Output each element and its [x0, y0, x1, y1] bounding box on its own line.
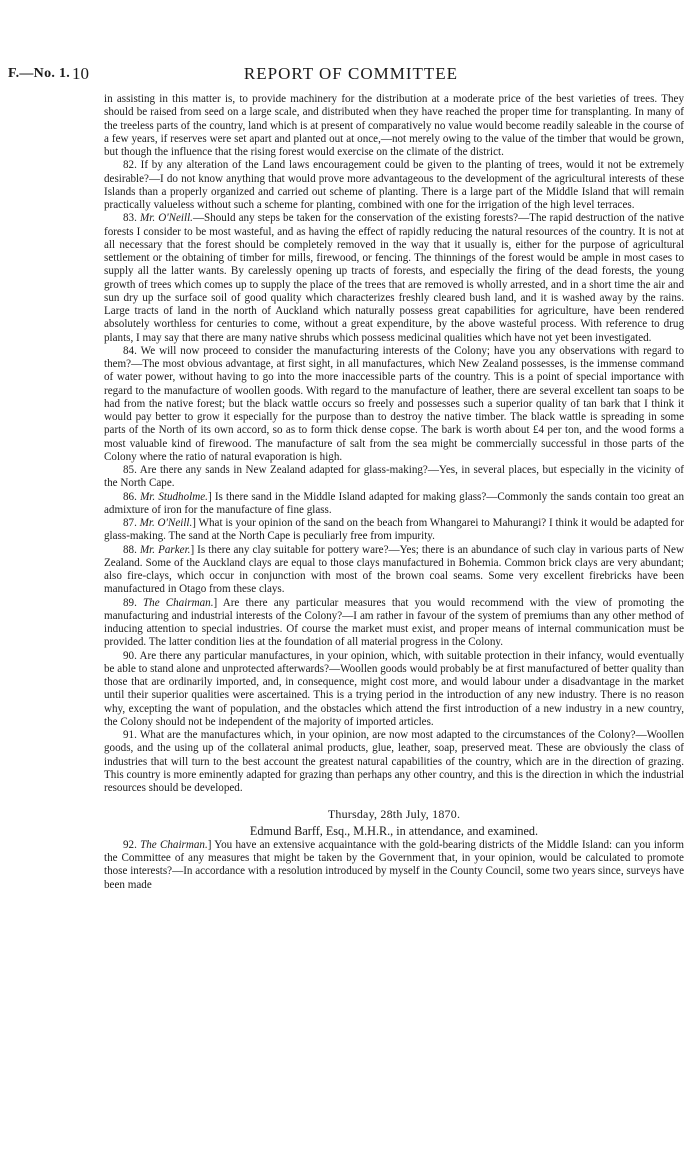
speaker-name: The Chairman. — [142, 596, 214, 609]
paragraph-q87 — [104, 517, 684, 544]
speaker-name: Mr. Parker. — [139, 543, 191, 556]
speaker-name: Mr. O'Neill. — [139, 517, 193, 529]
question-number: 87. — [123, 517, 137, 529]
question-text: ] What is your opinion of the sand on the beach from Whangarei to Mahurangi? I think it would be adapted for glass-making. The sand at the North Cape is peculiarly free from impurity. — [104, 517, 684, 543]
page-header — [8, 64, 694, 88]
question-text: ] Is there sand in the Middle Island adapted for making glass?—Commonly the sands contain too great an admixture of iron for the manufacture of fine glass. — [104, 490, 685, 516]
page-number: 10 — [72, 64, 89, 83]
paragraph-q86 — [104, 491, 684, 518]
paragraph-q89 — [104, 597, 684, 650]
paragraph-q91: 91. What are the manufactures which, in your opinion, are now most adapted to the circumstances of the Colony?—Woollen goods, and the using up of the collateral animal products, glue, leather, soap, preserved meat. These are obviously the class of industries that will turn to the best account the greatest natural capabilities of the country, which are in the direction of grazing. This country is more eminently adapted for grazing than perhaps any other country, and this is the direction in which the industrial resources should be developed. — [104, 729, 684, 794]
question-text: ] You have an extensive acquaintance with the gold-bearing districts of the Middle Island: can you inform the Committee of any measures that might be taken by the Government that, in your opinion, would be calculated to promote those interests?—In accordance with a resolution introduced by myself in the County Council, some two years since, surveys have been made — [104, 838, 685, 891]
paragraph-q84: 84. We will now proceed to consider the manufacturing interests of the Colony; have you any observations with regard to them?—The most obvious advantage, at first sight, in all manufactures, which New Zealand possesses, is the immense command of water power, without having to go into the more inaccessible parts of the country. This is a point of special importance with regard to the manufacture of woollen goods. With regard to the manufacture of leather, there are several excellent tan soaps to be had from the native forest; but the black wattle occurs so freely and possesses such a superior quality of tan bark that I think it would pay better to grow it especially for the purpose than to destroy the native timber. The black wattle is spreading in some parts of the North of its own accord, so as to form thick dense copse. The bark is worth about £4 per ton, and the wood forms a most valuable kind of firewood. The manufacture of salt from the sea might be commercially successful in those parts of the Colony where the ratio of natural evaporation is high. — [104, 344, 684, 463]
question-text: ] Is there any clay suitable for pottery ware?—Yes; there is an abundance of such clay in various parts of New Zealand. Some of the Auckland clays are equal to those clays manufactured in Bohemia. Common brick clays are very abundant; also fire-clays, which occur in conjunction with most of the brown coal seams. Some very excellent firebricks have been manufactured in Otago from these clays. — [104, 543, 684, 596]
document-reference: F.—No. 1. — [8, 66, 71, 81]
paragraph-q88 — [104, 544, 684, 597]
question-number: 83. — [123, 212, 137, 225]
session-date: Thursday, 28th July, 1870. — [327, 807, 461, 822]
paragraph-q92 — [104, 839, 684, 892]
speaker-name: Mr. O'Neill. — [140, 212, 193, 225]
page-title: REPORT OF COMMITTEE — [243, 64, 459, 83]
question-text: ] Are there any particular measures that you would recommend with the view of promoting the manufacturing and industrial interests of the Colony?—I am rather in favour of the system of premiums than any other method of inducing attention to special industries. Of course the market must exist, and proper means of internal communication must be provided. The latter condition lies at the foundation of all material progress in the Colony. — [104, 596, 685, 649]
question-number: 89. — [123, 596, 137, 609]
paragraph-q90: 90. Are there any particular manufactures, in your opinion, which, with suitable protection in their infancy, would eventually be able to stand alone and unprotected afterwards?—Woollen goods would probably be at first manufactured of better quality than those that are ordinarily imported, and, in consequence, might cost more, and would labour under a disadvantage in the market until their superior qualities were ascertained. This is a trying period in the introduction of any new industry. There is no reason why, excepting the want of population, and the obstacles which attend the first introduction of a new industry in a new country, the Colony should not be independent of the majority of imported articles. — [104, 649, 684, 728]
question-number: 92. — [123, 838, 137, 851]
paragraph-q82: 82. If by any alteration of the Land laws encouragement could be given to the planting of trees, would it not be extremely desirable?—I do not know anything that would prove more advantageous to the development of the agricultural interests of these Islands than a properly organized and carried out scheme of planting. There is a large part of the Middle Island that will remain practically valueless without such a scheme for planting, combined with one for the irrigation of the high level terraces. — [104, 159, 684, 211]
speaker-name: The Chairman. — [140, 838, 208, 851]
paragraph-q85: 85. Are there any sands in New Zealand adapted for glass-making?—Yes, in several places, but especially in the vicinity of the North Cape. — [104, 464, 684, 490]
question-number: 86. — [123, 490, 137, 503]
question-number: 88. — [123, 543, 137, 556]
document-body — [104, 93, 684, 892]
paragraph-continuation: in assisting in this matter is, to provide machinery for the distribution at a moderate price of the best varieties of trees. They should be raised from seed on a large scale, and distributed when they have reached the proper time for transplanting. In many of the treeless parts of the country, land which is at present of comparatively no value would become readily saleable in the course of a few years, if reserves were set apart and planted out at once,—not merely owing to the value of the timber that would be grown, but though the influence that the rising forest would exercise on the climate of the district. — [104, 93, 684, 158]
speaker-name: Mr. Studholme. — [140, 490, 208, 503]
question-text: —Should any steps be taken for the conservation of the existing forests?—The rapid destruction of the native forests I consider to be most wasteful, and as having the effect of rapidly reducing the natural resources of the country. It is not at all necessary that the forest should be completely removed in the way that it usually is, either for the purpose of agricultural settlement or the obtaining of timber for mills, firewood, or fencing. The thinnings of the forest would be ample in most cases to supply all the latter wants. By carelessly opening up tracts of forests, and especially the firing of the dead forests, the young growth of trees which comes up to supply the place of the trees that are removed is wholly arrested, and in a short time the air and sun dry up the surface soil of good quality which characterizes freshly cleared bush land, and it is washed away by the rains. Large tracts of land in the north of Auckland which naturally possess great capabilities for agriculture, have been rendered absolutely worthless for centuries to come, without a great expenditure, by the above wasteful process. With reference to drug plants, I may say that there are many native shrubs which possess medicinal qualities which have not yet been investigated. — [104, 212, 684, 344]
witness-line: Edmund Barff, Esq., M.H.R., in attendance, and examined. — [249, 823, 539, 838]
paragraph-q83 — [104, 212, 684, 345]
